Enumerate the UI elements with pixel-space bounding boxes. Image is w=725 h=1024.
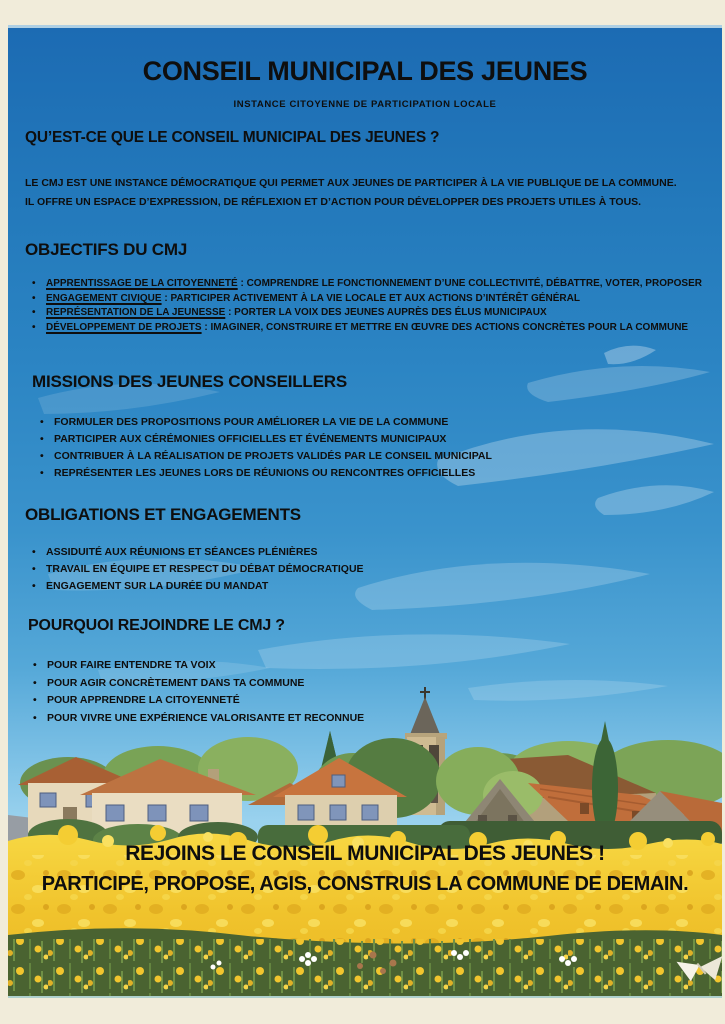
list-item: • POUR FAIRE ENTENDRE TA VOIX <box>33 657 364 675</box>
list-item <box>32 277 702 292</box>
page-title: CONSEIL MUNICIPAL DES JEUNES <box>142 56 588 86</box>
list-item: • POUR APPRENDRE LA CITOYENNETÉ <box>33 692 364 710</box>
intro-line-2: IL OFFRE UN ESPACE D’EXPRESSION, DE RÉFLEXION ET D’ACTION POUR DÉVELOPPER DES PROJETS UTILES À TOUS. <box>25 196 642 208</box>
bullet-lead: APPRENTISSAGE DE LA CITOYENNETÉ <box>46 278 238 289</box>
pourquoi-list <box>33 657 364 727</box>
bullet-lead: DÉVELOPPEMENT DE PROJETS <box>46 321 202 333</box>
section-heading-obligations: OBLIGATIONS ET ENGAGEMENTS <box>25 505 301 524</box>
bullet-text: : IMAGINER, CONSTRUIRE ET METTRE EN ŒUVRE DES ACTIONS CONCRÈTES POUR LA COMMUNE <box>201 321 689 333</box>
section-heading-intro: QU’EST-CE QUE LE CONSEIL MUNICIPAL DES JEUNES ? <box>25 129 440 146</box>
list-item <box>32 292 702 307</box>
bullet-lead: REPRÉSENTATION DE LA JEUNESSE <box>46 307 226 318</box>
intro-line-1: LE CMJ EST UNE INSTANCE DÉMOCRATIQUE QUI PERMET AUX JEUNES DE PARTICIPER À LA VIE PUBLIQUE DE LA COMMUNE. <box>25 177 677 189</box>
section-heading-missions: MISSIONS DES JEUNES CONSEILLERS <box>32 372 347 391</box>
obligations-list <box>32 544 364 595</box>
bullet-text: : PARTICIPER ACTIVEMENT À LA VIE LOCALE ET AUX ACTIONS D’INTÉRÊT GÉNÉRAL <box>161 292 580 304</box>
list-item: • ASSIDUITÉ AUX RÉUNIONS ET SÉANCES PLÉNIÈRES <box>32 544 364 561</box>
objectifs-list <box>32 277 702 335</box>
list-item: • POUR AGIR CONCRÈTEMENT DANS TA COMMUNE <box>33 675 364 693</box>
intro-paragraph <box>25 174 677 212</box>
banner-line-2: PARTICIPE, PROPOSE, AGIS, CONSTRUIS LA COMMUNE DE DEMAIN. <box>41 873 689 895</box>
list-item: • CONTRIBUER À LA RÉALISATION DE PROJETS VALIDÉS PAR LE CONSEIL MUNICIPAL <box>40 448 492 465</box>
page-subtitle: INSTANCE CITOYENNE DE PARTICIPATION LOCALE <box>233 99 497 110</box>
banner-line-1: REJOINS LE CONSEIL MUNICIPAL DES JEUNES ! <box>125 842 605 865</box>
list-item: • ENGAGEMENT SUR LA DURÉE DU MANDAT <box>32 578 364 595</box>
bullet-text: : COMPRENDRE LE FONCTIONNEMENT D’UNE COLLECTIVITÉ, DÉBATTRE, VOTER, PROPOSER <box>237 278 702 289</box>
list-item: • PARTICIPER AUX CÉRÉMONIES OFFICIELLES ET ÉVÉNEMENTS MUNICIPAUX <box>40 431 492 448</box>
list-item: • FORMULER DES PROPOSITIONS POUR AMÉLIORER LA VIE DE LA COMMUNE <box>40 414 492 431</box>
list-item <box>32 306 702 321</box>
cmj-poster <box>8 25 722 998</box>
bullet-lead: ENGAGEMENT CIVIQUE <box>46 292 162 304</box>
section-heading-pourquoi: POURQUOI REJOINDRE LE CMJ ? <box>28 617 285 634</box>
missions-list <box>40 414 492 482</box>
list-item: • REPRÉSENTER LES JEUNES LORS DE RÉUNIONS OU RENCONTRES OFFICIELLES <box>40 465 492 482</box>
bullet-text: : PORTER LA VOIX DES JEUNES AUPRÈS DES ÉLUS MUNICIPAUX <box>225 307 547 318</box>
section-heading-objectifs: OBJECTIFS DU CMJ <box>25 240 188 259</box>
list-item: • TRAVAIL EN ÉQUIPE ET RESPECT DU DÉBAT DÉMOCRATIQUE <box>32 561 364 578</box>
list-item <box>32 321 702 336</box>
list-item: • POUR VIVRE UNE EXPÉRIENCE VALORISANTE ET RECONNUE <box>33 710 364 728</box>
